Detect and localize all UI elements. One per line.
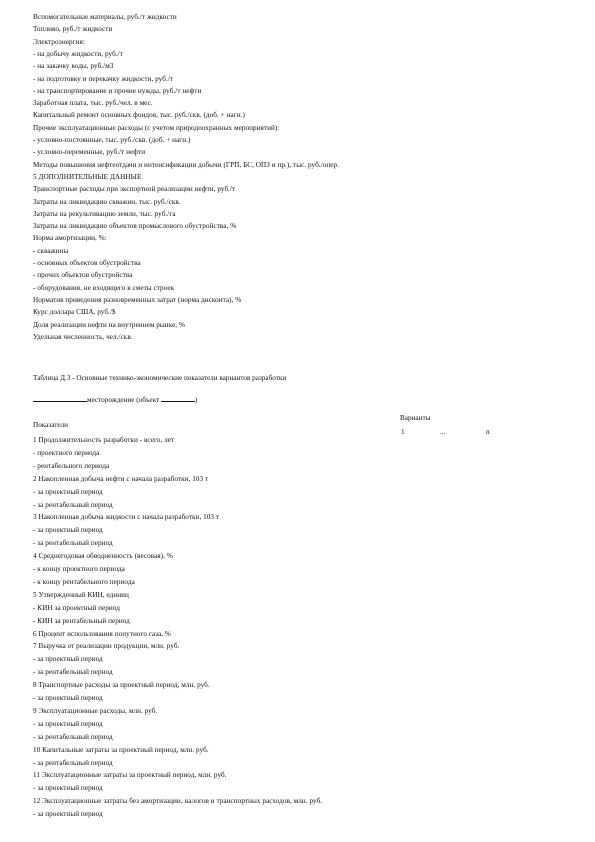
table-caption: Таблица Д.3 - Основные технико-экономические показатели вариантов разработки — [33, 374, 287, 382]
header-variant-n: n — [486, 428, 490, 436]
parameter-line-4: - на добычу жидкости, руб./т — [33, 49, 123, 58]
parameter-line-9: Капитальный ремонт основных фондов, тыс. руб./скв. (доб. + нагн.) — [33, 111, 245, 120]
parameter-line-5: - на закачку воды, руб./м3 — [33, 62, 114, 71]
parameter-line-22: - прочих объектов обустройства — [33, 271, 133, 280]
indicator-row-19: - за рентабельный период — [33, 668, 113, 677]
parameter-line-16: Затраты на ликвидацию скважин, тыс. руб./скв. — [33, 197, 181, 206]
parameter-line-2: Топливо, руб./т жидкости — [33, 25, 113, 34]
parameter-line-21: - основных объектов обустройства — [33, 259, 141, 267]
indicator-row-8: - за проектный период — [33, 526, 103, 535]
parameter-line-1: Вспомогательные материалы, руб./т жидкости — [33, 13, 177, 21]
parameter-line-11: - условно-постоянные, тыс. руб./скв. (доб. + нагн.) — [33, 136, 191, 144]
indicator-row-29: 12 Эксплуатационные затраты без амортизации, налогов и транспортных расходов, млн. руб. — [33, 797, 323, 806]
parameter-line-13: Методы повышения нефтеотдачи и интенсификации добычи (ГРП, БС, ОПЗ и пр.), тыс. руб./опер. — [33, 160, 339, 169]
parameter-line-3: Электроэнергия: — [33, 37, 85, 46]
parameter-line-27: Удельная численность, чел./скв. — [33, 332, 133, 341]
deposit-label: месторождение (объект — [87, 396, 160, 404]
parameter-line-7: - на транспортирование и прочие нужды, руб./т нефти — [33, 86, 202, 95]
indicator-row-9: - за рентабельный период — [33, 539, 113, 548]
indicator-row-25: 10 Капитальные затраты за проектный период, млн. руб. — [33, 745, 209, 754]
indicator-row-6: - за рентабельный период — [33, 500, 113, 509]
parameter-line-10: Прочие эксплуатационные расходы (с учетом природоохранных мероприятий): — [33, 123, 280, 132]
indicator-row-7: 3 Накопленная добыча жидкости с начала разработки, 103 т — [33, 513, 220, 522]
deposit-name-blank — [33, 394, 87, 402]
indicator-row-24: - за рентабельный период — [33, 732, 113, 741]
indicator-row-10: 4 Среднегодовая обводненность (весовая), % — [33, 552, 173, 561]
parameter-line-15: Транспортные расходы при экспортной реализации нефти, руб./т — [33, 185, 236, 194]
indicator-row-11: - к концу проектного периода — [33, 565, 125, 573]
parameter-line-24: Норматив приведения разновременных затрат (норма дисконта), % — [33, 295, 242, 304]
parameter-line-17: Затраты на рекультивацию земли, тыс. руб./га — [33, 209, 176, 218]
indicator-row-5: - за проектный период — [33, 487, 103, 496]
indicator-row-18: - за проектный период — [33, 655, 103, 664]
header-variant-ellipsis: ... — [440, 428, 446, 436]
indicator-row-21: - за проектный период — [33, 694, 103, 702]
parameter-line-8: Заработная плата, тыс. руб./чел. в мес. — [33, 99, 153, 108]
indicator-row-17: 7 Выручка от реализации продукции, млн. руб. — [33, 642, 180, 651]
indicator-row-22: 9 Эксплуатационные расходы, млн. руб. — [33, 706, 158, 715]
indicator-row-12: - к концу рентабельного периода — [33, 577, 135, 586]
indicator-row-2: - проектного периода — [33, 448, 100, 457]
indicator-row-26: - за рентабельный период — [33, 758, 113, 767]
indicator-row-20: 8 Транспортные расходы за проектный период, млн. руб. — [33, 681, 210, 690]
parameter-line-14: 5 ДОПОЛНИТЕЛЬНЫЕ ДАННЫЕ — [33, 172, 142, 181]
indicator-row-1: 1 Продолжительность разработки - всего, лет — [33, 436, 175, 444]
parameter-line-18: Затраты на ликвидацию объектов промыслового обустройства, % — [33, 222, 237, 231]
indicator-row-16: 6 Процент использования попутного газа, % — [33, 629, 171, 638]
indicator-row-27: 11 Эксплуатационные затраты за проектный период, млн. руб. — [33, 771, 227, 780]
indicator-row-23: - за проектный период — [33, 719, 103, 728]
parameter-line-23: - оборудования, не входящего в сметы строек — [33, 283, 175, 292]
deposit-close: ) — [194, 396, 198, 404]
parameter-line-12: - условно-переменные, руб./т нефти — [33, 148, 146, 157]
header-variants: Варианты — [400, 414, 431, 422]
parameter-line-20: - скважины — [33, 246, 69, 255]
parameter-line-6: - на подготовку и перекачку жидкости, руб./т — [33, 74, 174, 83]
object-name-blank — [161, 394, 198, 404]
parameter-line-19: Норма амортизации, %: — [33, 234, 107, 243]
indicator-row-4: 2 Накопленная добыча нефти с начала разработки, 103 т — [33, 474, 209, 483]
header-variant-1: 1 — [401, 428, 405, 436]
deposit-line — [33, 394, 197, 404]
indicator-row-30: - за проектный период — [33, 810, 103, 819]
header-indicators: Показатели — [33, 421, 68, 429]
indicator-row-3: - рентабельного периода — [33, 461, 110, 470]
indicator-row-13: 5 Утвержденный КИН, единиц — [33, 590, 129, 599]
parameter-line-25: Курс доллара США, руб./$ — [33, 308, 116, 317]
indicator-row-15: - КИН за рентабельный период — [33, 616, 130, 625]
indicator-row-14: - КИН за проектный период — [33, 603, 120, 612]
indicator-row-28: - за проектный период — [33, 784, 103, 793]
parameter-line-26: Доля реализации нефти на внутреннем рынке, % — [33, 320, 186, 329]
